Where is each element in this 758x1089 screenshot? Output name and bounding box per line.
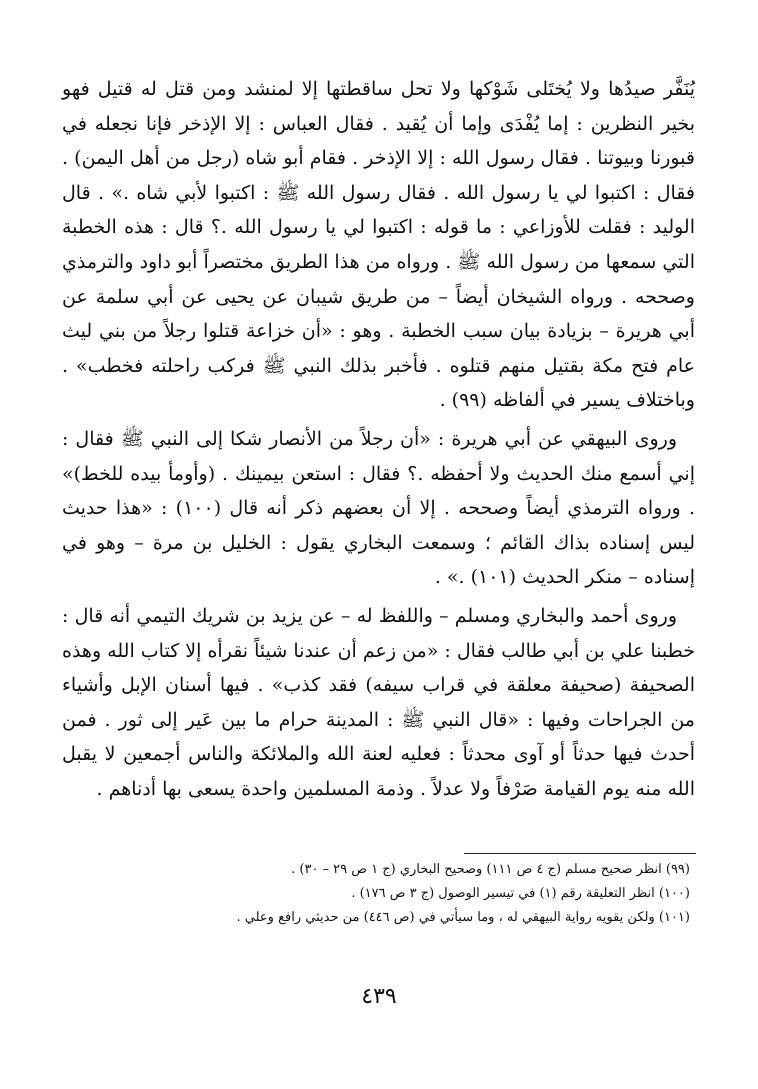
footnote-100: (١٠٠) انظر التعليقة رقم (١) في تيسير الوصول (ج ٣ ص ١٧٦) . bbox=[351, 886, 690, 901]
paragraph-2: وروى البيهقي عن أبي هريرة : «أن رجلاً من الأنصار شكا إلى النبي ﷺ فقال : إني أسمع منك الحديث ولا أحفظه .؟ فقال : استعن بيمينك . (وأومأ بيده للخط)» . ورواه الترمذي أيضاً وصححه . إلا أن بعضهم ذكر أنه قال (١٠٠) : «هذا حديث ليس إسناده بذاك القائم ؛ وسمعت البخاري يقول : الخليل بن مرة – وهو في إسناده – منكر الحديث (١٠١) .» . bbox=[62, 427, 695, 589]
page-number: ٤٣٩ bbox=[361, 984, 397, 1009]
footnotes bbox=[70, 858, 690, 930]
footnote-divider bbox=[464, 853, 696, 854]
main-text bbox=[62, 72, 695, 810]
paragraph-3: وروى أحمد والبخاري ومسلم – واللفظ له – عن يزيد بن شريك التيمي أنه قال : خطبنا علي بن أبي طالب فقال : «من زعم أن عندنا شيئاً نقرأه إلا كتاب الله وهذه الصحيفة (صحيفة معلقة في قراب سيفه) فقد كذب» . فيها أسنان الإبل وأشياء من الجراحات وفيها : «قال النبي ﷺ : المدينة حرام ما بين عَير إلى ثور . فمن أحدث فيها حدثاً أو آوى محدثاً : فعليه لعنة الله والملائكة والناس أجمعين لا يقبل الله منه يوم القيامة صَرْفاً ولا عدلاً . وذمة المسلمين واحدة يسعى بها أدناهم . bbox=[62, 604, 695, 800]
paragraph-1: يُنَفَّر صيدُها ولا يُختَلى شَوْكها ولا تحل ساقطتها إلا لمنشد ومن قتل له قتيل فهو بخير النظرين : إما يُفْدَى وإما أن يُقيد . فقال العباس : إلا الإذخر فإنا نجعله في قبورنا وبيوتنا . فقال رسول الله : إلا الإذخر . فقام أبو شاه (رجل من أهل اليمن) . فقال : اكتبوا لي يا رسول الله . فقال رسول الله ﷺ : اكتبوا لأبي شاه .» . قال الوليد : فقلت للأوزاعي : ما قوله : اكتبوا لي يا رسول الله .؟ قال : هذه الخطبة التي سمعها من رسول الله ﷺ . ورواه من هذا الطريق مختصراً أبو داود والترمذي وصححه . ورواه الشيخان أيضاً – من طريق شيبان عن يحيى عن أبي سلمة عن أبي هريرة – بزيادة بيان سبب الخطبة . وهو : «أن خزاعة قتلوا رجلاً من بني ليث عام فتح مكة بقتيل منهم قتلوه . فأخبر بذلك النبي ﷺ فركب راحلته فخطب» . وباختلاف يسير في ألفاظه (٩٩) . bbox=[62, 78, 695, 412]
footnote-99: (٩٩) انظر صحيح مسلم (ج ٤ ص ١١١) وصحيح البخاري (ج ١ ص ٢٩ – ٣٠) . bbox=[291, 862, 690, 877]
footnote-101: (١٠١) ولكن يقويه رواية البيهقي له ، وما سيأتي في (ص ٤٤٦) من حديثي رافع وعلي . bbox=[236, 910, 690, 925]
